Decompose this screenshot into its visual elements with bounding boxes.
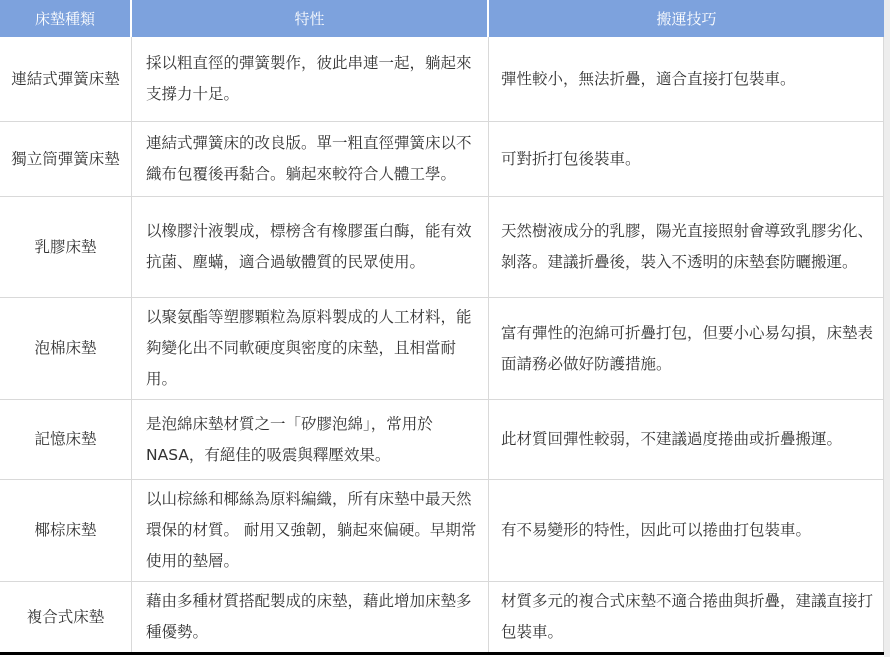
mattress-type-cell: 記憶床墊: [0, 400, 132, 480]
feature-cell: 是泡綿床墊材質之一「矽膠泡綿」，常用於NASA，有絕佳的吸震與釋壓效果。: [132, 400, 489, 480]
column-header-features: 特性: [132, 0, 489, 37]
feature-cell: 藉由多種材質搭配製成的床墊，藉此增加床墊多種優勢。: [132, 582, 489, 652]
mattress-type-cell: 乳膠床墊: [0, 197, 132, 298]
table-row: [0, 122, 884, 197]
moving-tip-cell: 材質多元的複合式床墊不適合捲曲與折疊，建議直接打包裝車。: [489, 582, 884, 652]
mattress-type-cell: 複合式床墊: [0, 582, 132, 652]
table-row: [0, 298, 884, 400]
moving-tip-cell: 富有彈性的泡綿可折疊打包，但要小心易勾損，床墊表面請務必做好防護措施。: [489, 298, 884, 400]
mattress-type-cell: 獨立筒彈簧床墊: [0, 122, 132, 197]
table-row: [0, 582, 884, 652]
feature-cell: 以聚氨酯等塑膠顆粒為原料製成的人工材料，能夠變化出不同軟硬度與密度的床墊，且相當耐用。: [132, 298, 489, 400]
feature-cell: 以山棕絲和椰絲為原料編織，所有床墊中最天然環保的材質。 耐用又強韌，躺起來偏硬。早期常使用的墊層。: [132, 480, 489, 582]
feature-cell: 連結式彈簧床的改良版。單一粗直徑彈簧床以不織布包覆後再黏合。躺起來較符合人體工學。: [132, 122, 489, 197]
table-row: [0, 37, 884, 122]
table-row: [0, 400, 884, 480]
moving-tip-cell: 此材質回彈性較弱，不建議過度捲曲或折疊搬運。: [489, 400, 884, 480]
mattress-type-cell: 泡棉床墊: [0, 298, 132, 400]
header-row: [0, 0, 884, 37]
moving-tip-cell: 彈性較小，無法折疊，適合直接打包裝車。: [489, 37, 884, 122]
feature-cell: 採以粗直徑的彈簧製作，彼此串連一起，躺起來支撐力十足。: [132, 37, 489, 122]
mattress-type-cell: 椰棕床墊: [0, 480, 132, 582]
mattress-type-cell: 連結式彈簧床墊: [0, 37, 132, 122]
page-right-gutter: [884, 0, 890, 657]
moving-tip-cell: 天然樹液成分的乳膠，陽光直接照射會導致乳膠劣化、剝落。建議折疊後，裝入不透明的床墊套防曬搬運。: [489, 197, 884, 298]
table-row: [0, 480, 884, 582]
table-row: [0, 197, 884, 298]
moving-tip-cell: 可對折打包後裝車。: [489, 122, 884, 197]
feature-cell: 以橡膠汁液製成，標榜含有橡膠蛋白酶，能有效抗菌、塵蟎，適合過敏體質的民眾使用。: [132, 197, 489, 298]
moving-tip-cell: 有不易變形的特性，因此可以捲曲打包裝車。: [489, 480, 884, 582]
column-header-moving-tips: 搬運技巧: [489, 0, 884, 37]
column-header-mattress-type: 床墊種類: [0, 0, 132, 37]
